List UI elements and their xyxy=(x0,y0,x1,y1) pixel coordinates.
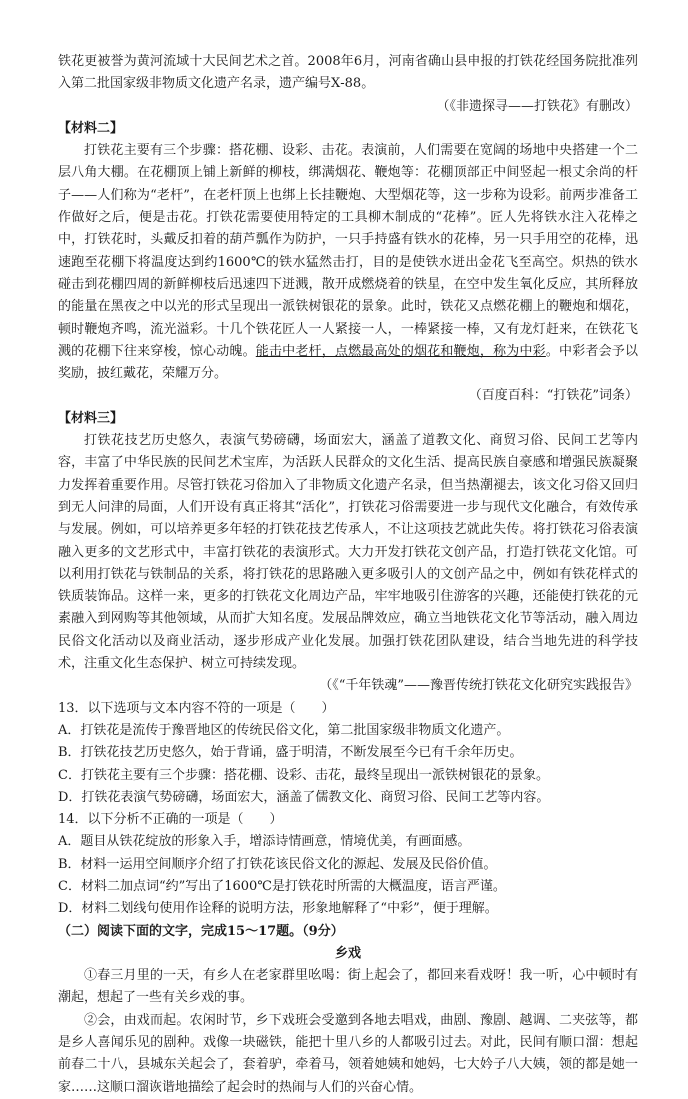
material2-underlined-sentence: 能击中老杆，点燃最高处的烟花和鞭炮，称为中彩 xyxy=(255,343,546,359)
question-14-option-b: B．材料一运用空间顺序介绍了打铁花该民俗文化的源起、发展及民俗价值。 xyxy=(58,856,497,872)
question-13-option-c: C．打铁花主要有三个步骤：搭花棚、设彩、击花，最终呈现出一派铁树银花的景象。 xyxy=(58,767,549,783)
intro-source: （《非遗探寻——打铁花》有删改） xyxy=(436,98,638,114)
question-14-option-d: D．材料二划线句使用作诠释的说明方法，形象地解释了“中彩”，便于理解。 xyxy=(58,901,498,917)
material3-heading: 【材料三】 xyxy=(58,410,124,426)
article-title: 乡戏 xyxy=(334,945,361,961)
intro-paragraph: 铁花更被誉为黄河流域十大民间艺术之首。2008年6月，河南省确山县申报的打铁花经国务院批准列入第二批国家级非物质文化遗产名录，遗产编号Ⅹ-88。 xyxy=(58,54,638,92)
material2-heading: 【材料二】 xyxy=(58,120,124,136)
material2-paragraph xyxy=(58,140,638,385)
material3-paragraph: 打铁花技艺历史悠久，表演气势磅礴，场面宏大，涵盖了道教文化、商贸习俗、民间工艺等内容，丰富了中华民族的民间艺术宝库，为活跃人民群众的文化生活、提高民族自豪感和增强民族凝聚力发挥着重要作用。尽管打铁花习俗加入了非物质文化遗产名录，但当热潮褪去，该文化习俗又回归到无人问津的局面，人们开设有真正将其“活化”，打铁花习俗需要进一步与现代文化融合，有效传承与发展。例如，可以培养更多年轻的打铁花技艺传承人，不让这项技艺就此失传。将打铁花习俗表演融入更多的文艺形式中，丰富打铁花的表演形式。大力开发打铁花文创产品，打造打铁花文化馆。可以利用打铁花与铁制品的关系，将打铁花的思路融入更多吸引人的文创产品之中，例如有铁花样式的铁质装饰品。这样一来，更多的打铁花文化周边产品，牢牢地吸引住游客的兴趣，还能使打铁花的元素融入到网购等其他领域，从而扩大知名度。发展品牌效应，确立当地铁花文化节等活动，融入周边民俗文化活动以及商业活动，逐步形成产业化发展。加强打铁花团队建设，结合当地先进的科学技术，注重文化生态保护、树立可持续发现。 xyxy=(58,433,638,672)
material2-source: （百度百科：“打铁花”词条） xyxy=(468,388,638,404)
article-paragraph-1: ①春三月里的一天，有乡人在老家群里吆喝：街上起会了，都回来看戏呀！我一听，心中顿时有潮起，想起了一些有关乡戏的事。 xyxy=(58,968,638,1006)
question-13-stem: 13．以下选项与文本内容不符的一项是（ ） xyxy=(58,700,335,716)
question-13-option-a: A．打铁花是流传于豫晋地区的传统民俗文化，第二批国家级非物质文化遗产。 xyxy=(58,722,510,738)
question-14-option-c: C．材料二加点词“约”写出了1600℃是打铁花时所需的大概温度，语言严谨。 xyxy=(58,878,506,894)
question-13-option-b: B．打铁花技艺历史悠久，始于背诵，盛于明清，不断发展至今已有千余年历史。 xyxy=(58,745,523,761)
material2-text-a: 打铁花主要有三个步骤：搭花棚、设彩、击花。表演前，人们需要在宽阔的场地中央搭建一个二层八角大棚。在花棚顶上铺上新鲜的柳枝，绑满烟花、鞭炮等：花棚顶部正中间竖起一根丈余尚的杆子——人们称为“老杆”，在老杆顶上也绑上长挂鞭炮、大型烟花等，这一步称为设彩。前两步准备工作做好之后，便是击花。打铁花需要使用特定的工具柳木制成的“花棒”。匠人先将铁水注入花棒之中，打铁花时，头戴反扣着的葫芦瓢作为防护，一只手持盛有铁水的花棒，另一只手用空的花棒，迅速跑至花棚下将温度达到约1600℃的铁水猛然击打，目的是使铁水迸出金花飞至高空。炽热的铁水碰击到花棚四周的新鲜柳枝后迅速四下迸溅，散开成燃烧着的铁星，在空中发生氧化反应，其所释放的能量在黑夜之中以光的形式呈现出一派铁树银花的景象。此时，铁花又点燃花棚上的鞭炮和烟花，顿时鞭炮齐鸣，流光溢彩。十几个铁花匠人一人紧接一人，一棒紧接一棒，又有龙灯赶来，在铁花飞溅的花棚下往来穿梭，惊心动魄。 xyxy=(58,143,638,359)
question-13-option-d: D．打铁花表演气势磅礴，场面宏大，涵盖了儒教文化、商贸习俗、民间工艺等内容。 xyxy=(58,789,550,805)
section-2-heading: （二）阅读下面的文字，完成15～17题。（9分） xyxy=(58,923,344,939)
document-page xyxy=(58,51,638,1099)
material3-source: （《“千年铁魂”——豫晋传统打铁花文化研究实践报告》 xyxy=(319,678,638,694)
question-14-stem: 14．以下分析不正确的一项是（ ） xyxy=(58,812,283,828)
article-paragraph-2: ②会，由戏而起。农闲时节，乡下戏班会受邀到各地去唱戏，曲剧、豫剧、越调、二夹弦等，都是乡人喜闻乐见的剧种。戏像一块磁铁，能把十里八乡的人都吸引过去。对此，民间有顺口溜：想起前春二十八，县城东关起会了，套着驴，牵着马，领着她姨和她妈，七大妗子八大姨，领的都是她一家……这顺口溜诙谐地描绘了起会时的热闹与人们的兴奋心情。 xyxy=(58,1012,638,1095)
question-14-option-a: A．题目从铁花绽放的形象入手，增添诗情画意，情境优美，有画面感。 xyxy=(58,834,471,850)
material2-text-b: 。中彩者会予以奖励，披红戴花，荣耀万分。 xyxy=(58,343,638,382)
